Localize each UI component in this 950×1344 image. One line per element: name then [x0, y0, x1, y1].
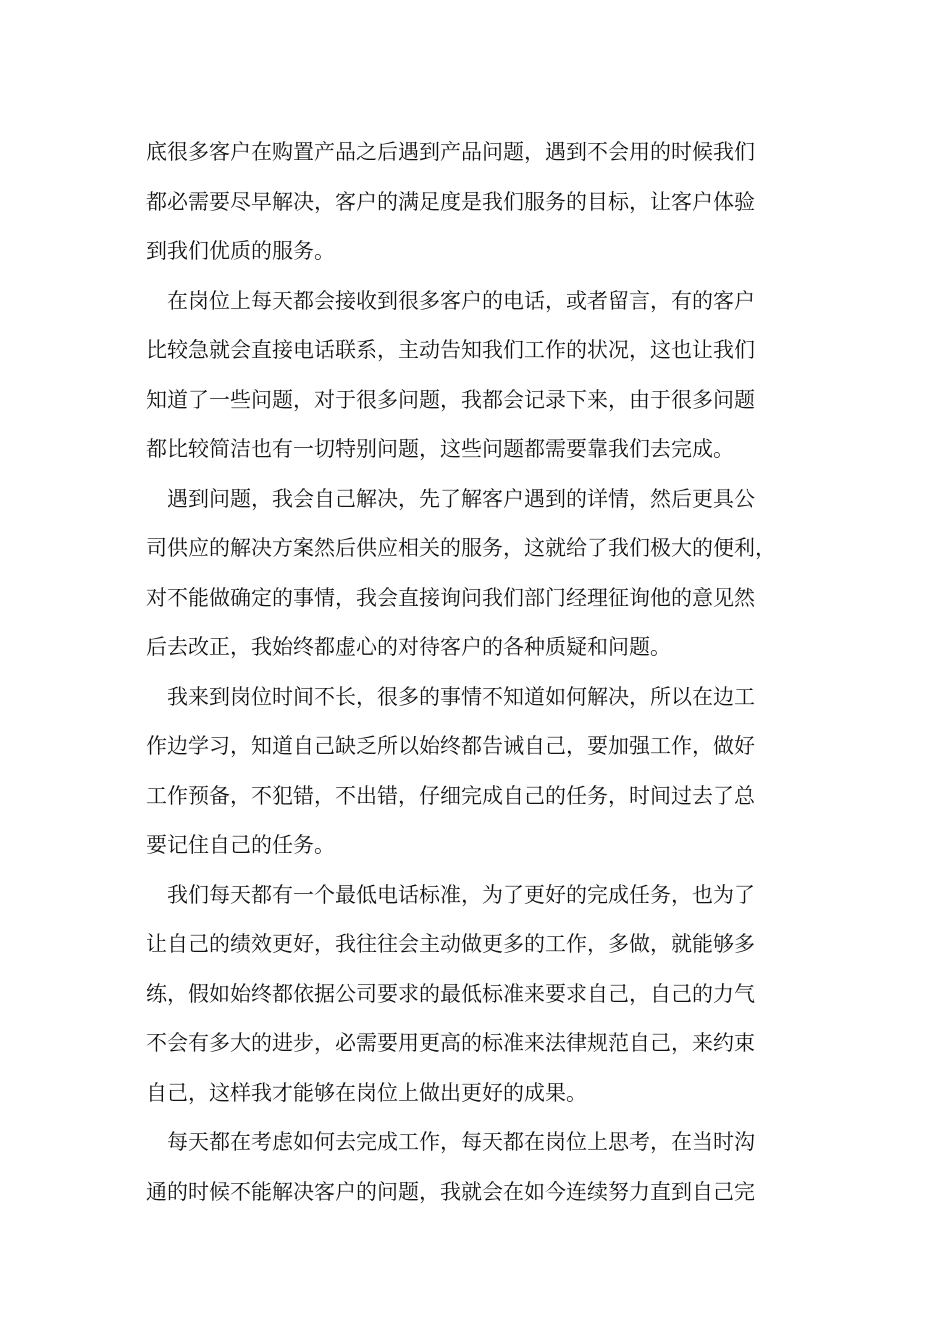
- paragraph-first-line: 每天都在考虑如何去完成工作，每天都在岗位上思考，在当时沟: [167, 1130, 755, 1154]
- paragraph-first-line: 在岗位上每天都会接收到很多客户的电话，或者留言，有的客户: [167, 288, 755, 313]
- text-line: 让自己的绩效更好，我往往会主动做更多的工作，多做，就能够多: [146, 932, 755, 956]
- text-line: 要记住自己的任务。: [146, 833, 335, 857]
- text-line: 不会有多大的进步，必需要用更高的标准来法律规范自己，来约束: [146, 1031, 755, 1055]
- text-line: 都必需要尽早解决，客户的满足度是我们服务的目标，让客户体验: [146, 189, 755, 214]
- text-line: 到我们优质的服务。: [146, 239, 335, 263]
- text-line: 通的时候不能解决客户的问题，我就会在如今连续努力直到自己完: [146, 1179, 755, 1204]
- text-line: 工作预备，不犯错，不出错，仔细完成自己的任务，时间过去了总: [146, 783, 755, 808]
- text-line: 知道了一些问题，对于很多问题，我都会记录下来，由于很多问题: [146, 387, 755, 412]
- text-line: 自己，这样我才能够在岗位上做出更好的成果。: [146, 1080, 587, 1105]
- text-line: 都比较简洁也有一切特别问题，这些问题都需要靠我们去完成。: [146, 437, 734, 461]
- text-line: 作边学习，知道自己缺乏所以始终都告诫自己，要加强工作，做好: [146, 734, 755, 758]
- paragraph-first-line: 遇到问题，我会自己解决，先了解客户遇到的详情，然后更具公: [167, 486, 755, 511]
- document-body: [146, 128, 816, 1217]
- text-line: 练，假如始终都依据公司要求的最低标准来要求自己，自己的力气: [146, 981, 755, 1006]
- text-line: 对不能做确定的事情，我会直接询问我们部门经理征询他的意见然: [146, 585, 755, 610]
- text-line: 司供应的解决方案然后供应相关的服务，这就给了我们极大的便利，: [146, 536, 776, 560]
- text-line: 底很多客户在购置产品之后遇到产品问题，遇到不会用的时候我们: [146, 140, 755, 164]
- text-line: 比较急就会直接电话联系，主动告知我们工作的状况，这也让我们: [146, 338, 755, 362]
- paragraph-first-line: 我来到岗位时间不长，很多的事情不知道如何解决，所以在边工: [167, 684, 755, 709]
- text-line: 后去改正，我始终都虚心的对待客户的各种质疑和问题。: [146, 635, 671, 659]
- paragraph-first-line: 我们每天都有一个最低电话标准，为了更好的完成任务，也为了: [167, 882, 755, 907]
